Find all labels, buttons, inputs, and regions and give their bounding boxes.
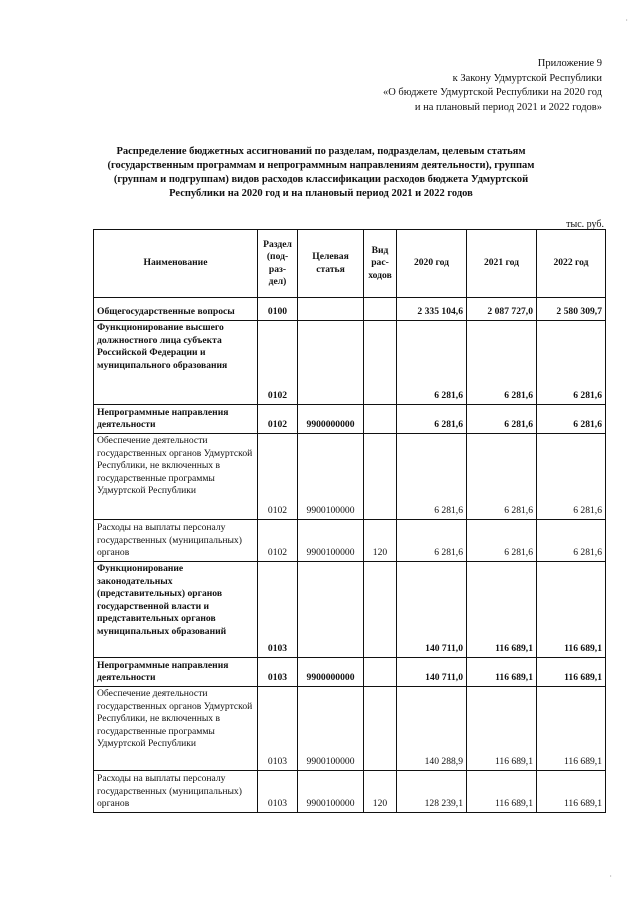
- header-kind: Вид рас-ходов: [364, 230, 397, 298]
- cell-2021: 2 087 727,0: [467, 298, 537, 321]
- cell-2020: 128 239,1: [397, 771, 467, 813]
- cell-target: 9900100000: [298, 771, 364, 813]
- cell-2020: 6 281,6: [397, 405, 467, 434]
- cell-target: [298, 321, 364, 405]
- cell-name: Общегосударственные вопросы: [94, 298, 258, 321]
- cell-name: Функционирование высшего должностного лица субъекта Российской Федерации и муниципального образования: [94, 321, 258, 405]
- table-header-row: [94, 230, 606, 298]
- appendix-line: к Закону Удмуртской Республики: [452, 72, 602, 84]
- header-2022: 2022 год: [537, 230, 606, 298]
- header-2021: 2021 год: [467, 230, 537, 298]
- table-row: [94, 321, 606, 405]
- cell-section: 0103: [258, 771, 298, 813]
- appendix-header: [302, 57, 602, 115]
- table-row: [94, 405, 606, 434]
- cell-kind: 120: [364, 771, 397, 813]
- cell-name: Непрограммные направления деятельности: [94, 405, 258, 434]
- cell-name: Расходы на выплаты персоналу государственных (муниципальных) органов: [94, 771, 258, 813]
- scan-mark: ·: [609, 872, 612, 881]
- cell-2022: 116 689,1: [537, 658, 606, 687]
- cell-2020: 140 288,9: [397, 687, 467, 771]
- scan-mark: ·: [625, 16, 628, 25]
- cell-2020: 6 281,6: [397, 434, 467, 520]
- cell-2021: 6 281,6: [467, 321, 537, 405]
- cell-section: 0100: [258, 298, 298, 321]
- cell-2022: 116 689,1: [537, 687, 606, 771]
- table-row: [94, 658, 606, 687]
- header-2020: 2020 год: [397, 230, 467, 298]
- cell-kind: [364, 405, 397, 434]
- table-row: [94, 434, 606, 520]
- table-row: [94, 562, 606, 658]
- units-label: тыс. руб.: [566, 219, 604, 230]
- cell-section: 0103: [258, 658, 298, 687]
- cell-2022: 6 281,6: [537, 520, 606, 562]
- cell-2021: 6 281,6: [467, 520, 537, 562]
- cell-kind: 120: [364, 520, 397, 562]
- appendix-line: и на плановый период 2021 и 2022 годов»: [414, 101, 602, 113]
- appendix-line: Приложение 9: [537, 58, 602, 69]
- cell-section: 0103: [258, 562, 298, 658]
- cell-2022: 2 580 309,7: [537, 298, 606, 321]
- cell-target: [298, 298, 364, 321]
- cell-target: 9900100000: [298, 434, 364, 520]
- table-row: [94, 771, 606, 813]
- appendix-line: «О бюджете Удмуртской Республики на 2020 год: [382, 87, 602, 98]
- cell-kind: [364, 562, 397, 658]
- cell-2020: 6 281,6: [397, 321, 467, 405]
- cell-2020: 140 711,0: [397, 562, 467, 658]
- cell-2021: 116 689,1: [467, 771, 537, 813]
- cell-name: Обеспечение деятельности государственных органов Удмуртской Республики, не включенных в государственные программы Удмуртской Республики: [94, 687, 258, 771]
- cell-kind: [364, 321, 397, 405]
- cell-2022: 6 281,6: [537, 434, 606, 520]
- cell-section: 0103: [258, 687, 298, 771]
- cell-target: 9900100000: [298, 687, 364, 771]
- cell-target: 9900100000: [298, 520, 364, 562]
- cell-2022: 116 689,1: [537, 771, 606, 813]
- cell-section: 0102: [258, 520, 298, 562]
- header-target: Целевая статья: [298, 230, 364, 298]
- cell-2020: 140 711,0: [397, 658, 467, 687]
- header-name: Наименование: [94, 230, 258, 298]
- cell-2020: 6 281,6: [397, 520, 467, 562]
- cell-2021: 6 281,6: [467, 405, 537, 434]
- cell-name: Обеспечение деятельности государственных органов Удмуртской Республики, не включенных в государственные программы Удмуртской Республики: [94, 434, 258, 520]
- cell-target: 9900000000: [298, 658, 364, 687]
- cell-2022: 6 281,6: [537, 321, 606, 405]
- cell-2021: 116 689,1: [467, 562, 537, 658]
- cell-2021: 6 281,6: [467, 434, 537, 520]
- cell-2021: 116 689,1: [467, 687, 537, 771]
- header-section: Раздел (под-раз-дел): [258, 230, 298, 298]
- cell-kind: [364, 298, 397, 321]
- document-title: Распределение бюджетных ассигнований по разделам, подразделам, целевым статьям (государственным программам и непрограммным направлениям деятельности), группам (группам и подгруппам) видов расходов классификации расходов бюджета Удмуртской Республики на 2020 год и на плановый период 2021 и 2022 годов: [107, 146, 535, 199]
- cell-section: 0102: [258, 405, 298, 434]
- cell-2022: 116 689,1: [537, 562, 606, 658]
- table-row: [94, 520, 606, 562]
- budget-table: [93, 229, 606, 813]
- table-row: [94, 298, 606, 321]
- cell-section: 0102: [258, 434, 298, 520]
- cell-target: 9900000000: [298, 405, 364, 434]
- cell-kind: [364, 658, 397, 687]
- cell-target: [298, 562, 364, 658]
- cell-2020: 2 335 104,6: [397, 298, 467, 321]
- cell-name: Расходы на выплаты персоналу государственных (муниципальных) органов: [94, 520, 258, 562]
- cell-kind: [364, 434, 397, 520]
- cell-2021: 116 689,1: [467, 658, 537, 687]
- cell-section: 0102: [258, 321, 298, 405]
- cell-2022: 6 281,6: [537, 405, 606, 434]
- cell-name: Функционирование законодательных (представительных) органов государственной власти и представительных органов муниципальных образований: [94, 562, 258, 658]
- cell-kind: [364, 687, 397, 771]
- table-row: [94, 687, 606, 771]
- cell-name: Непрограммные направления деятельности: [94, 658, 258, 687]
